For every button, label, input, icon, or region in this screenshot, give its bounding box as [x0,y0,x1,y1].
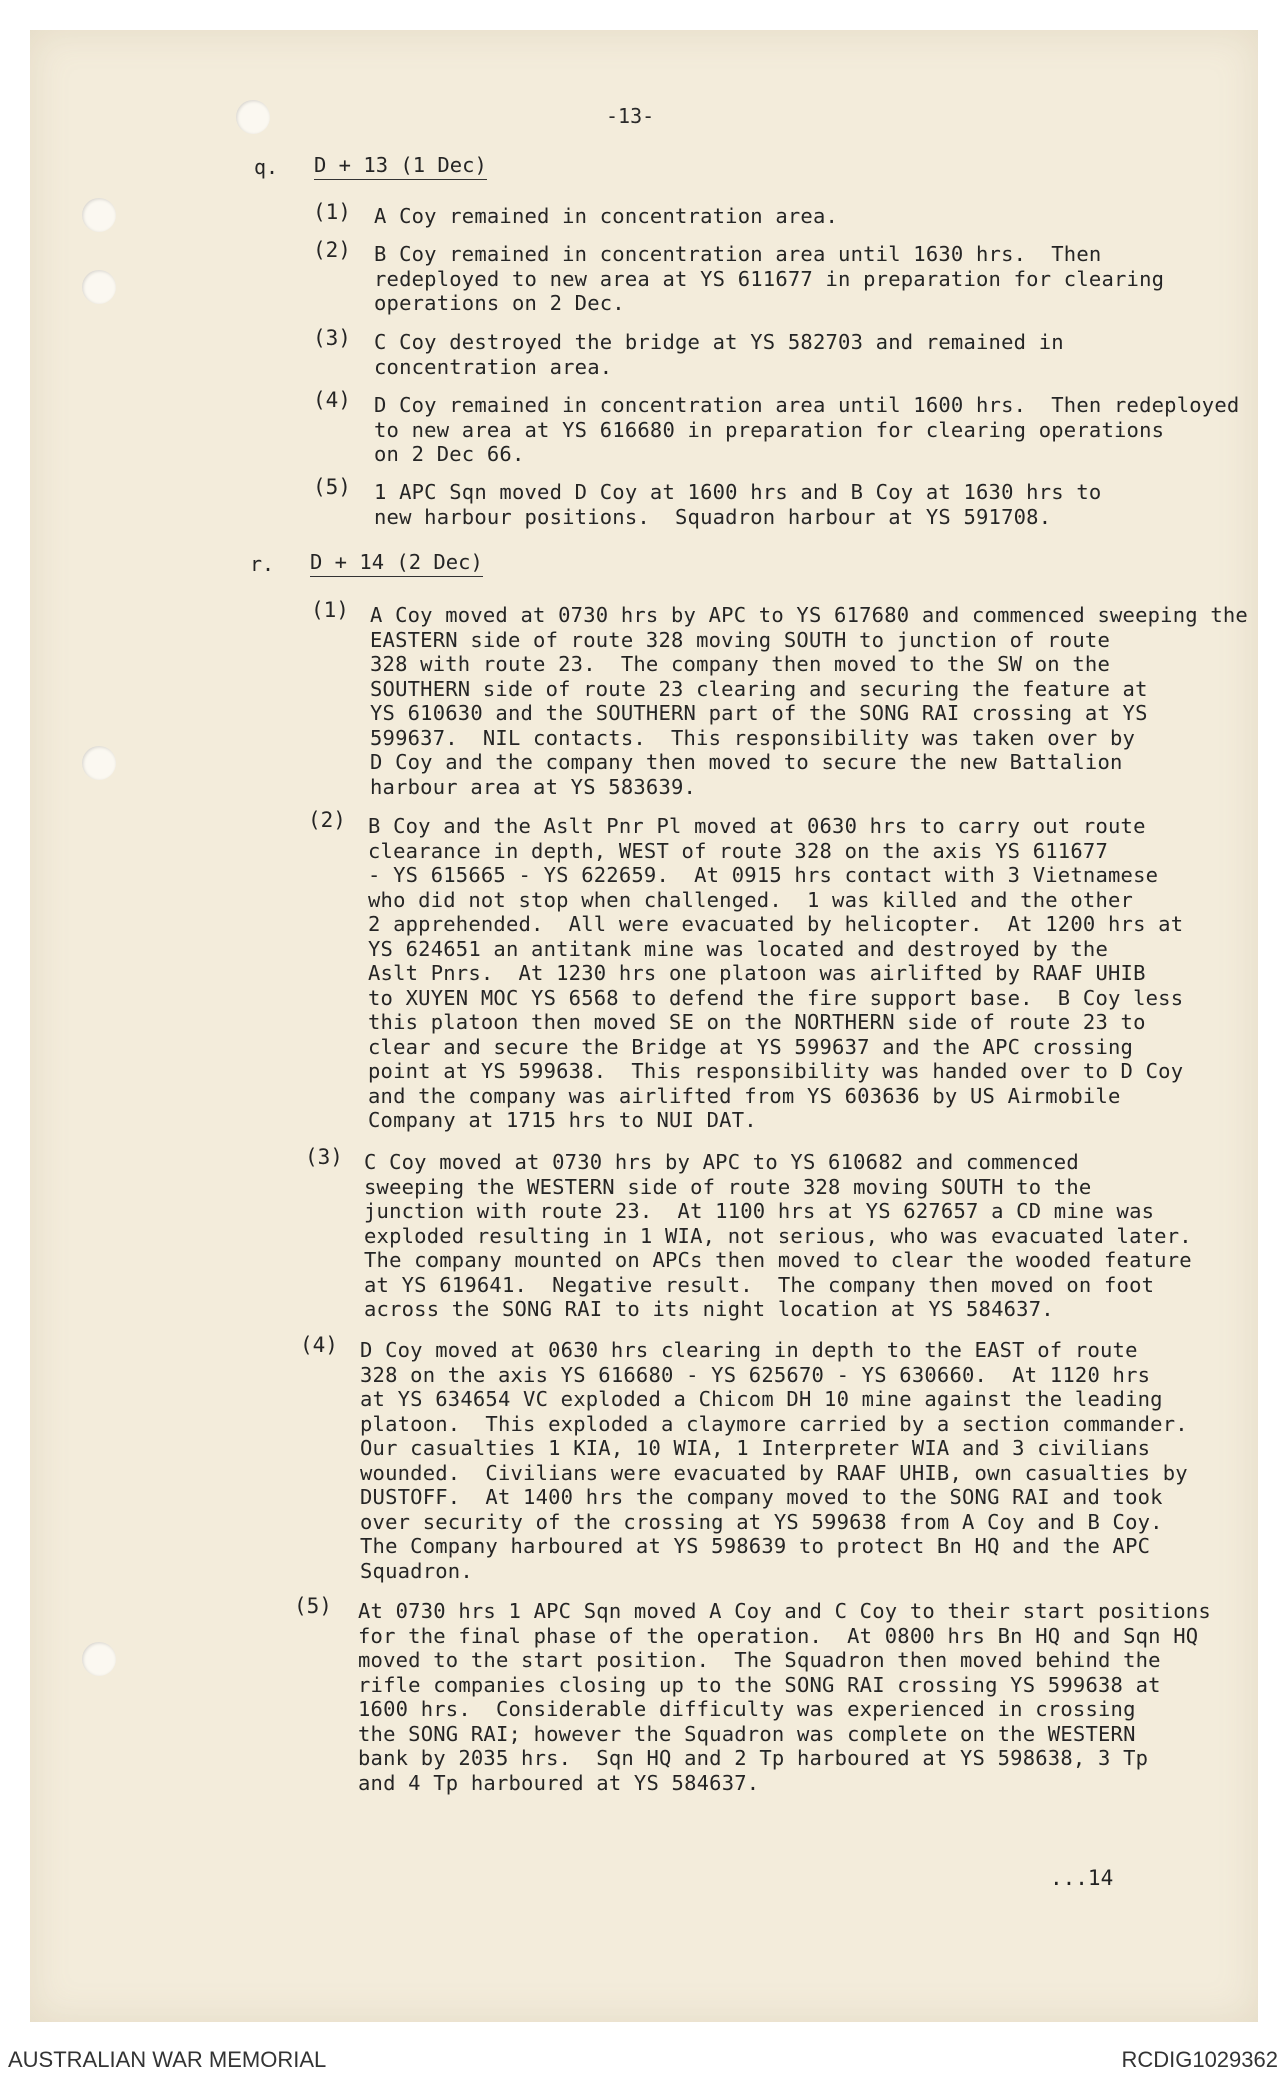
item-number: (1) [313,200,351,224]
punch-hole [82,746,116,780]
item-number: (3) [313,326,351,350]
item-text: C Coy moved at 0730 hrs by APC to YS 610682 and commenced sweeping the WESTERN side of route 328 moving SOUTH to the junction with route 23. At 1100 hrs at YS 627657 a CD mine was exploded resulting in 1 WIA, not serious, who was evacuated later. The company mounted on APCs then moved to clear the wooded feature at YS 619641. Negative result. The company then moved on foot across the SONG RAI to its night location at YS 584637. [364,1150,1192,1321]
punch-hole [82,270,116,304]
section-letter: q. [254,155,279,179]
item-text: A Coy moved at 0730 hrs by APC to YS 617680 and commenced sweeping the EASTERN side of route 328 moving SOUTH to junction of route 328 with route 23. The company then moved to the SW on the SOUTHERN side of route 23 clearing and securing the feature at YS 610630 and the SOUTHERN part of the SONG RAI crossing at YS 599637. NIL contacts. This responsibility was taken over by D Coy and the company then moved to secure the new Battalion harbour area at YS 583639. [370,603,1248,799]
item-number: (2) [313,238,351,262]
punch-hole [82,1642,116,1676]
continuation-marker: ...14 [1050,1866,1114,1890]
item-number: (4) [313,388,351,412]
footer-id: RCDIG1029362 [1121,2047,1278,2072]
section-heading: D + 14 (2 Dec) [310,550,483,577]
section-heading: D + 13 (1 Dec) [314,153,487,180]
punch-hole [236,100,270,134]
item-text: C Coy destroyed the bridge at YS 582703 and remained in concentration area. [374,330,1064,379]
punch-hole [82,198,116,232]
item-text: D Coy remained in concentration area until 1600 hrs. Then redeployed to new area at YS 616680 in preparation for clearing operations on 2 Dec 66. [374,393,1240,466]
section-letter: r. [250,552,275,576]
item-text: 1 APC Sqn moved D Coy at 1600 hrs and B Coy at 1630 hrs to new harbour positions. Squadron harbour at YS 591708. [374,480,1102,529]
item-text: A Coy remained in concentration area. [374,204,839,228]
item-text: B Coy remained in concentration area until 1630 hrs. Then redeployed to new area at YS 611677 in preparation for clearing operations on 2 Dec. [374,242,1165,315]
item-number: (3) [305,1145,343,1169]
item-text: B Coy and the Aslt Pnr Pl moved at 0630 hrs to carry out route clearance in depth, WEST of route 328 on the axis YS 611677 - YS 615665 - YS 622659. At 0915 hrs contact with 3 Vietnamese who did not stop when challenged. 1 was killed and the other 2 apprehended. All were evacuated by helicopter. At 1200 hrs at YS 624651 an antitank mine was located and destroyed by the Aslt Pnrs. At 1230 hrs one platoon was airlifted by RAAF UHIB to XUYEN MOC YS 6568 to defend the fire support base. B Coy less this platoon then moved SE on the NORTHERN side of route 23 to clear and secure the Bridge at YS 599637 and the APC crossing point at YS 599638. This responsibility was handed over to D Coy and the company was airlifted from YS 603636 by US Airmobile Company at 1715 hrs to NUI DAT. [368,814,1184,1132]
item-text: D Coy moved at 0630 hrs clearing in depth to the EAST of route 328 on the axis YS 616680 - YS 625670 - YS 630660. At 1120 hrs at YS 634654 VC exploded a Chicom DH 10 mine against the leading platoon. This exploded a claymore carried by a section commander. Our casualties 1 KIA, 10 WIA, 1 Interpreter WIA and 3 civilians wounded. Civilians were evacuated by RAAF UHIB, own casualties by DUSTOFF. At 1400 hrs the company moved to the SONG RAI and took over security of the crossing at YS 599638 from A Coy and B Coy. The Company harboured at YS 598639 to protect Bn HQ and the APC Squadron. [360,1338,1188,1583]
item-number: (1) [311,598,349,622]
item-text: At 0730 hrs 1 APC Sqn moved A Coy and C Coy to their start positions for the final phase of the operation. At 0800 hrs Bn HQ and Sqn HQ moved to the start position. The Squadron then moved behind the rifle companies closing up to the SONG RAI crossing YS 599638 at 1600 hrs. Considerable difficulty was experienced in crossing the SONG RAI; however the Squadron was complete on the WESTERN bank by 2035 hrs. Sqn HQ and 2 Tp harboured at YS 598638, 3 Tp and 4 Tp harboured at YS 584637. [358,1599,1211,1795]
item-number: (2) [308,808,346,832]
item-number: (5) [294,1594,332,1618]
item-number: (4) [300,1333,338,1357]
item-number: (5) [313,475,351,499]
footer-source: AUSTRALIAN WAR MEMORIAL [8,2047,327,2072]
page-number: -13- [606,104,655,128]
